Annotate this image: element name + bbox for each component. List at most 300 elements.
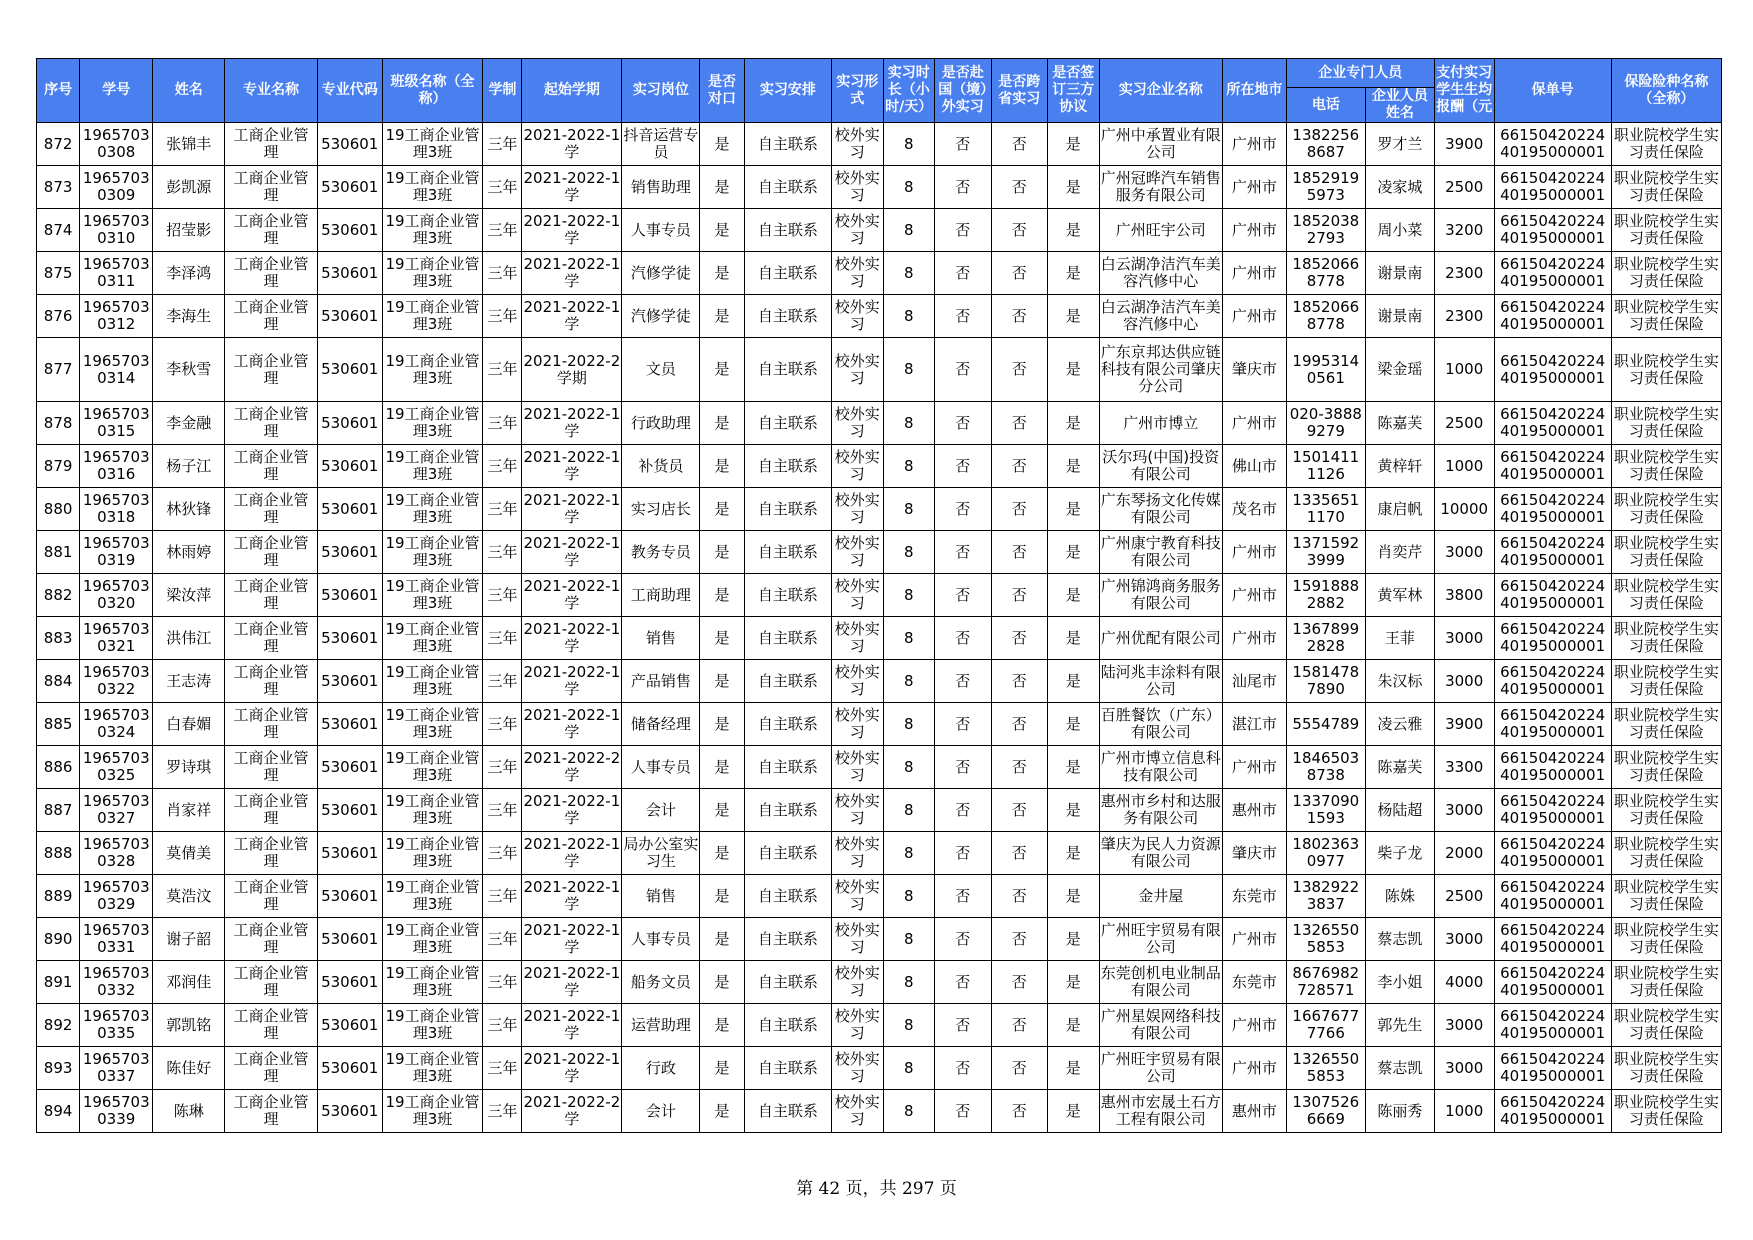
- cell-arrangement: 自主联系: [744, 1090, 831, 1133]
- cell-contact-name: 黄军林: [1365, 574, 1434, 617]
- cell-major: 工商企业管理: [225, 832, 318, 875]
- cell-major: 工商企业管理: [225, 531, 318, 574]
- cell-hours: 8: [883, 660, 934, 703]
- table-row: [37, 703, 1722, 746]
- table-row: [37, 832, 1722, 875]
- cell-phone: 18465038738: [1286, 746, 1365, 789]
- cell-seq: 888: [37, 832, 80, 875]
- table-row: [37, 1090, 1722, 1133]
- cell-name: 林雨婷: [153, 531, 225, 574]
- cell-start-term: 2021-2022-1学: [522, 789, 622, 832]
- cell-hours: 8: [883, 617, 934, 660]
- cell-duration: 三年: [483, 875, 522, 918]
- cell-phone: 13265505853: [1286, 918, 1365, 961]
- cell-form: 校外实习: [832, 703, 883, 746]
- cell-matched: 是: [700, 252, 744, 295]
- cell-position: 储备经理: [622, 703, 700, 746]
- cell-form: 校外实习: [832, 1004, 883, 1047]
- table-row: [37, 660, 1722, 703]
- cell-company: 广州冠晔汽车销售服务有限公司: [1099, 166, 1222, 209]
- cell-arrangement: 自主联系: [744, 703, 831, 746]
- cell-duration: 三年: [483, 295, 522, 338]
- cell-major-code: 530601: [317, 961, 382, 1004]
- cell-seq: 876: [37, 295, 80, 338]
- cell-duration: 三年: [483, 1004, 522, 1047]
- cell-cross-province: 否: [991, 660, 1048, 703]
- cell-policy-no: 6615042022440195000001: [1494, 789, 1611, 832]
- cell-name: 莫倩美: [153, 832, 225, 875]
- cell-contact-name: 蔡志凯: [1365, 1047, 1434, 1090]
- cell-abroad: 否: [934, 832, 991, 875]
- cell-seq: 892: [37, 1004, 80, 1047]
- page-footer: 第 42 页，共 297 页: [796, 1179, 957, 1199]
- cell-tripartite: 是: [1048, 746, 1099, 789]
- cell-name: 李海生: [153, 295, 225, 338]
- cell-matched: 是: [700, 445, 744, 488]
- cell-hours: 8: [883, 961, 934, 1004]
- cell-insurance: 职业院校学生实习责任保险: [1611, 209, 1721, 252]
- cell-major-code: 530601: [317, 574, 382, 617]
- cell-form: 校外实习: [832, 961, 883, 1004]
- cell-class-name: 19工商企业管理3班: [382, 338, 483, 402]
- cell-student-id: 19657030310: [80, 209, 153, 252]
- cell-phone: 15918882882: [1286, 574, 1365, 617]
- cell-position: 销售: [622, 875, 700, 918]
- cell-duration: 三年: [483, 746, 522, 789]
- cell-pay: 3800: [1434, 574, 1494, 617]
- cell-student-id: 19657030337: [80, 1047, 153, 1090]
- cell-name: 邓润佳: [153, 961, 225, 1004]
- cell-matched: 是: [700, 660, 744, 703]
- cell-city: 广州市: [1222, 617, 1286, 660]
- cell-policy-no: 6615042022440195000001: [1494, 252, 1611, 295]
- cell-city: 广州市: [1222, 1004, 1286, 1047]
- cell-hours: 8: [883, 295, 934, 338]
- cell-student-id: 19657030327: [80, 789, 153, 832]
- cell-pay: 10000: [1434, 488, 1494, 531]
- cell-tripartite: 是: [1048, 531, 1099, 574]
- cell-contact-name: 李小姐: [1365, 961, 1434, 1004]
- cell-abroad: 否: [934, 531, 991, 574]
- cell-start-term: 2021-2022-1学: [522, 875, 622, 918]
- header-major-code: 专业代码: [317, 59, 382, 123]
- cell-cross-province: 否: [991, 295, 1048, 338]
- cell-class-name: 19工商企业管理3班: [382, 961, 483, 1004]
- cell-policy-no: 6615042022440195000001: [1494, 703, 1611, 746]
- table-row: [37, 961, 1722, 1004]
- cell-student-id: 19657030318: [80, 488, 153, 531]
- cell-major: 工商企业管理: [225, 918, 318, 961]
- cell-city: 广州市: [1222, 746, 1286, 789]
- cell-arrangement: 自主联系: [744, 918, 831, 961]
- cell-cross-province: 否: [991, 875, 1048, 918]
- cell-position: 教务专员: [622, 531, 700, 574]
- cell-matched: 是: [700, 1047, 744, 1090]
- cell-matched: 是: [700, 531, 744, 574]
- table-row: [37, 338, 1722, 402]
- cell-major: 工商企业管理: [225, 445, 318, 488]
- cell-city: 广州市: [1222, 918, 1286, 961]
- cell-abroad: 否: [934, 295, 991, 338]
- cell-company: 广州康宁教育科技有限公司: [1099, 531, 1222, 574]
- cell-abroad: 否: [934, 918, 991, 961]
- cell-city: 茂名市: [1222, 488, 1286, 531]
- cell-form: 校外实习: [832, 123, 883, 166]
- header-cross-province: 是否跨省实习: [991, 59, 1048, 123]
- header-insurance: 保险险种名称（全称）: [1611, 59, 1721, 123]
- cell-matched: 是: [700, 617, 744, 660]
- cell-seq: 889: [37, 875, 80, 918]
- cell-policy-no: 6615042022440195000001: [1494, 617, 1611, 660]
- cell-matched: 是: [700, 918, 744, 961]
- cell-matched: 是: [700, 574, 744, 617]
- cell-major-code: 530601: [317, 918, 382, 961]
- cell-abroad: 否: [934, 1047, 991, 1090]
- cell-city: 广州市: [1222, 166, 1286, 209]
- cell-arrangement: 自主联系: [744, 1047, 831, 1090]
- cell-arrangement: 自主联系: [744, 1004, 831, 1047]
- cell-major: 工商企业管理: [225, 209, 318, 252]
- cell-seq: 873: [37, 166, 80, 209]
- cell-phone: 8676982728571: [1286, 961, 1365, 1004]
- cell-start-term: 2021-2022-1学: [522, 488, 622, 531]
- cell-company: 广州市博立: [1099, 402, 1222, 445]
- cell-name: 李泽鸿: [153, 252, 225, 295]
- cell-start-term: 2021-2022-2学: [522, 746, 622, 789]
- cell-city: 东莞市: [1222, 961, 1286, 1004]
- cell-duration: 三年: [483, 445, 522, 488]
- cell-major: 工商企业管理: [225, 166, 318, 209]
- cell-student-id: 19657030314: [80, 338, 153, 402]
- cell-contact-name: 谢景南: [1365, 295, 1434, 338]
- cell-major-code: 530601: [317, 252, 382, 295]
- cell-cross-province: 否: [991, 338, 1048, 402]
- cell-abroad: 否: [934, 1090, 991, 1133]
- cell-class-name: 19工商企业管理3班: [382, 703, 483, 746]
- cell-matched: 是: [700, 295, 744, 338]
- cell-duration: 三年: [483, 488, 522, 531]
- cell-company: 惠州市宏晟土石方工程有限公司: [1099, 1090, 1222, 1133]
- cell-phone: 15814787890: [1286, 660, 1365, 703]
- cell-position: 运营助理: [622, 1004, 700, 1047]
- cell-form: 校外实习: [832, 252, 883, 295]
- cell-policy-no: 6615042022440195000001: [1494, 1047, 1611, 1090]
- cell-position: 局办公室实习生: [622, 832, 700, 875]
- cell-company: 广东京邦达供应链科技有限公司肇庆分公司: [1099, 338, 1222, 402]
- cell-hours: 8: [883, 166, 934, 209]
- cell-matched: 是: [700, 123, 744, 166]
- cell-duration: 三年: [483, 660, 522, 703]
- header-contact-group: 企业专门人员: [1286, 59, 1434, 88]
- cell-arrangement: 自主联系: [744, 123, 831, 166]
- cell-arrangement: 自主联系: [744, 875, 831, 918]
- cell-seq: 885: [37, 703, 80, 746]
- cell-name: 陈佳好: [153, 1047, 225, 1090]
- cell-city: 肇庆市: [1222, 832, 1286, 875]
- cell-contact-name: 陈嘉芙: [1365, 402, 1434, 445]
- cell-city: 汕尾市: [1222, 660, 1286, 703]
- cell-major: 工商企业管理: [225, 1047, 318, 1090]
- cell-student-id: 19657030308: [80, 123, 153, 166]
- cell-cross-province: 否: [991, 123, 1048, 166]
- cell-start-term: 2021-2022-1学: [522, 1004, 622, 1047]
- cell-duration: 三年: [483, 338, 522, 402]
- cell-hours: 8: [883, 123, 934, 166]
- cell-contact-name: 陈丽秀: [1365, 1090, 1434, 1133]
- cell-policy-no: 6615042022440195000001: [1494, 574, 1611, 617]
- cell-cross-province: 否: [991, 961, 1048, 1004]
- cell-start-term: 2021-2022-1学: [522, 445, 622, 488]
- cell-insurance: 职业院校学生实习责任保险: [1611, 295, 1721, 338]
- cell-insurance: 职业院校学生实习责任保险: [1611, 166, 1721, 209]
- cell-arrangement: 自主联系: [744, 746, 831, 789]
- cell-major-code: 530601: [317, 703, 382, 746]
- cell-company: 白云湖净洁汽车美容汽修中心: [1099, 295, 1222, 338]
- cell-name: 王志涛: [153, 660, 225, 703]
- table-row: [37, 918, 1722, 961]
- cell-abroad: 否: [934, 123, 991, 166]
- cell-insurance: 职业院校学生实习责任保险: [1611, 617, 1721, 660]
- cell-matched: 是: [700, 338, 744, 402]
- cell-major-code: 530601: [317, 1047, 382, 1090]
- cell-insurance: 职业院校学生实习责任保险: [1611, 574, 1721, 617]
- cell-city: 广州市: [1222, 1047, 1286, 1090]
- cell-form: 校外实习: [832, 832, 883, 875]
- table-body: [37, 123, 1722, 1133]
- cell-phone: 13356511170: [1286, 488, 1365, 531]
- cell-class-name: 19工商企业管理3班: [382, 1004, 483, 1047]
- cell-phone: 5554789: [1286, 703, 1365, 746]
- cell-insurance: 职业院校学生实习责任保险: [1611, 531, 1721, 574]
- cell-insurance: 职业院校学生实习责任保险: [1611, 488, 1721, 531]
- cell-pay: 2500: [1434, 402, 1494, 445]
- cell-duration: 三年: [483, 123, 522, 166]
- cell-insurance: 职业院校学生实习责任保险: [1611, 123, 1721, 166]
- cell-position: 抖音运营专员: [622, 123, 700, 166]
- cell-class-name: 19工商企业管理3班: [382, 445, 483, 488]
- cell-tripartite: 是: [1048, 295, 1099, 338]
- cell-position: 实习店长: [622, 488, 700, 531]
- cell-duration: 三年: [483, 252, 522, 295]
- cell-city: 广州市: [1222, 209, 1286, 252]
- cell-position: 补货员: [622, 445, 700, 488]
- cell-name: 莫浩汶: [153, 875, 225, 918]
- cell-contact-name: 黄梓轩: [1365, 445, 1434, 488]
- cell-pay: 3000: [1434, 1047, 1494, 1090]
- cell-major: 工商企业管理: [225, 789, 318, 832]
- cell-tripartite: 是: [1048, 961, 1099, 1004]
- cell-contact-name: 凌云雅: [1365, 703, 1434, 746]
- cell-pay: 4000: [1434, 961, 1494, 1004]
- cell-hours: 8: [883, 488, 934, 531]
- cell-hours: 8: [883, 209, 934, 252]
- cell-student-id: 19657030328: [80, 832, 153, 875]
- cell-major-code: 530601: [317, 832, 382, 875]
- cell-cross-province: 否: [991, 402, 1048, 445]
- cell-phone: 18520668778: [1286, 252, 1365, 295]
- cell-seq: 893: [37, 1047, 80, 1090]
- cell-arrangement: 自主联系: [744, 295, 831, 338]
- cell-insurance: 职业院校学生实习责任保险: [1611, 1090, 1721, 1133]
- cell-insurance: 职业院校学生实习责任保险: [1611, 338, 1721, 402]
- cell-arrangement: 自主联系: [744, 617, 831, 660]
- header-contact-name: 企业人员姓名: [1365, 88, 1434, 123]
- cell-tripartite: 是: [1048, 123, 1099, 166]
- cell-city: 湛江市: [1222, 703, 1286, 746]
- cell-pay: 3000: [1434, 1004, 1494, 1047]
- cell-city: 广州市: [1222, 252, 1286, 295]
- cell-company: 广州中承置业有限公司: [1099, 123, 1222, 166]
- cell-tripartite: 是: [1048, 1090, 1099, 1133]
- cell-phone: 15014111126: [1286, 445, 1365, 488]
- cell-contact-name: 陈嘉芙: [1365, 746, 1434, 789]
- cell-form: 校外实习: [832, 1047, 883, 1090]
- cell-company: 白云湖净洁汽车美容汽修中心: [1099, 252, 1222, 295]
- cell-class-name: 19工商企业管理3班: [382, 574, 483, 617]
- cell-matched: 是: [700, 488, 744, 531]
- cell-start-term: 2021-2022-1学: [522, 166, 622, 209]
- cell-start-term: 2021-2022-1学: [522, 402, 622, 445]
- cell-hours: 8: [883, 338, 934, 402]
- cell-contact-name: 陈姝: [1365, 875, 1434, 918]
- cell-class-name: 19工商企业管理3班: [382, 402, 483, 445]
- table-row: [37, 252, 1722, 295]
- cell-pay: 3900: [1434, 703, 1494, 746]
- cell-seq: 884: [37, 660, 80, 703]
- header-start-term: 起始学期: [522, 59, 622, 123]
- table-row: [37, 1047, 1722, 1090]
- cell-contact-name: 蔡志凯: [1365, 918, 1434, 961]
- cell-major-code: 530601: [317, 1090, 382, 1133]
- cell-phone: 16676777766: [1286, 1004, 1365, 1047]
- cell-duration: 三年: [483, 789, 522, 832]
- cell-hours: 8: [883, 875, 934, 918]
- cell-arrangement: 自主联系: [744, 832, 831, 875]
- cell-major-code: 530601: [317, 789, 382, 832]
- cell-policy-no: 6615042022440195000001: [1494, 402, 1611, 445]
- cell-seq: 880: [37, 488, 80, 531]
- cell-cross-province: 否: [991, 531, 1048, 574]
- cell-name: 郭凯铭: [153, 1004, 225, 1047]
- cell-form: 校外实习: [832, 746, 883, 789]
- cell-arrangement: 自主联系: [744, 789, 831, 832]
- cell-name: 李金融: [153, 402, 225, 445]
- cell-policy-no: 6615042022440195000001: [1494, 1004, 1611, 1047]
- cell-class-name: 19工商企业管理3班: [382, 209, 483, 252]
- cell-position: 船务文员: [622, 961, 700, 1004]
- cell-phone: 13715923999: [1286, 531, 1365, 574]
- header-major: 专业名称: [225, 59, 318, 123]
- cell-student-id: 19657030322: [80, 660, 153, 703]
- cell-form: 校外实习: [832, 445, 883, 488]
- cell-form: 校外实习: [832, 166, 883, 209]
- cell-seq: 882: [37, 574, 80, 617]
- cell-cross-province: 否: [991, 1090, 1048, 1133]
- header-city: 所在地市: [1222, 59, 1286, 123]
- header-position: 实习岗位: [622, 59, 700, 123]
- cell-contact-name: 罗才兰: [1365, 123, 1434, 166]
- cell-tripartite: 是: [1048, 789, 1099, 832]
- cell-start-term: 2021-2022-1学: [522, 209, 622, 252]
- table-row: [37, 789, 1722, 832]
- cell-cross-province: 否: [991, 252, 1048, 295]
- table-row: [37, 746, 1722, 789]
- cell-hours: 8: [883, 832, 934, 875]
- cell-major-code: 530601: [317, 338, 382, 402]
- cell-student-id: 19657030325: [80, 746, 153, 789]
- cell-insurance: 职业院校学生实习责任保险: [1611, 703, 1721, 746]
- cell-student-id: 19657030315: [80, 402, 153, 445]
- cell-pay: 3200: [1434, 209, 1494, 252]
- cell-company: 肇庆为民人力资源有限公司: [1099, 832, 1222, 875]
- cell-duration: 三年: [483, 703, 522, 746]
- cell-arrangement: 自主联系: [744, 574, 831, 617]
- cell-seq: 890: [37, 918, 80, 961]
- cell-tripartite: 是: [1048, 617, 1099, 660]
- cell-name: 罗诗琪: [153, 746, 225, 789]
- cell-student-id: 19657030324: [80, 703, 153, 746]
- cell-major: 工商企业管理: [225, 660, 318, 703]
- cell-tripartite: 是: [1048, 402, 1099, 445]
- cell-seq: 881: [37, 531, 80, 574]
- cell-form: 校外实习: [832, 488, 883, 531]
- cell-phone: 13678992828: [1286, 617, 1365, 660]
- cell-matched: 是: [700, 875, 744, 918]
- cell-duration: 三年: [483, 832, 522, 875]
- cell-abroad: 否: [934, 875, 991, 918]
- cell-major-code: 530601: [317, 166, 382, 209]
- cell-major: 工商企业管理: [225, 1004, 318, 1047]
- cell-major: 工商企业管理: [225, 617, 318, 660]
- cell-insurance: 职业院校学生实习责任保险: [1611, 445, 1721, 488]
- table-row: [37, 123, 1722, 166]
- cell-matched: 是: [700, 166, 744, 209]
- cell-duration: 三年: [483, 402, 522, 445]
- cell-pay: 3000: [1434, 617, 1494, 660]
- cell-tripartite: 是: [1048, 445, 1099, 488]
- cell-position: 产品销售: [622, 660, 700, 703]
- cell-policy-no: 6615042022440195000001: [1494, 166, 1611, 209]
- cell-cross-province: 否: [991, 832, 1048, 875]
- cell-company: 广东琴扬文化传媒有限公司: [1099, 488, 1222, 531]
- cell-seq: 883: [37, 617, 80, 660]
- cell-pay: 3000: [1434, 918, 1494, 961]
- cell-arrangement: 自主联系: [744, 338, 831, 402]
- cell-class-name: 19工商企业管理3班: [382, 617, 483, 660]
- cell-matched: 是: [700, 1090, 744, 1133]
- cell-arrangement: 自主联系: [744, 209, 831, 252]
- cell-company: 广州锦鸿商务服务有限公司: [1099, 574, 1222, 617]
- cell-duration: 三年: [483, 209, 522, 252]
- cell-arrangement: 自主联系: [744, 445, 831, 488]
- cell-abroad: 否: [934, 574, 991, 617]
- header-abroad: 是否赴国（境）外实习: [934, 59, 991, 123]
- cell-start-term: 2021-2022-1学: [522, 832, 622, 875]
- cell-seq: 887: [37, 789, 80, 832]
- cell-position: 人事专员: [622, 209, 700, 252]
- table-row: [37, 531, 1722, 574]
- cell-pay: 2300: [1434, 295, 1494, 338]
- cell-form: 校外实习: [832, 338, 883, 402]
- cell-tripartite: 是: [1048, 252, 1099, 295]
- internship-table: [36, 58, 1722, 1133]
- cell-cross-province: 否: [991, 1004, 1048, 1047]
- cell-phone: 13829223837: [1286, 875, 1365, 918]
- cell-start-term: 2021-2022-1学: [522, 252, 622, 295]
- cell-city: 肇庆市: [1222, 338, 1286, 402]
- cell-arrangement: 自主联系: [744, 166, 831, 209]
- cell-insurance: 职业院校学生实习责任保险: [1611, 789, 1721, 832]
